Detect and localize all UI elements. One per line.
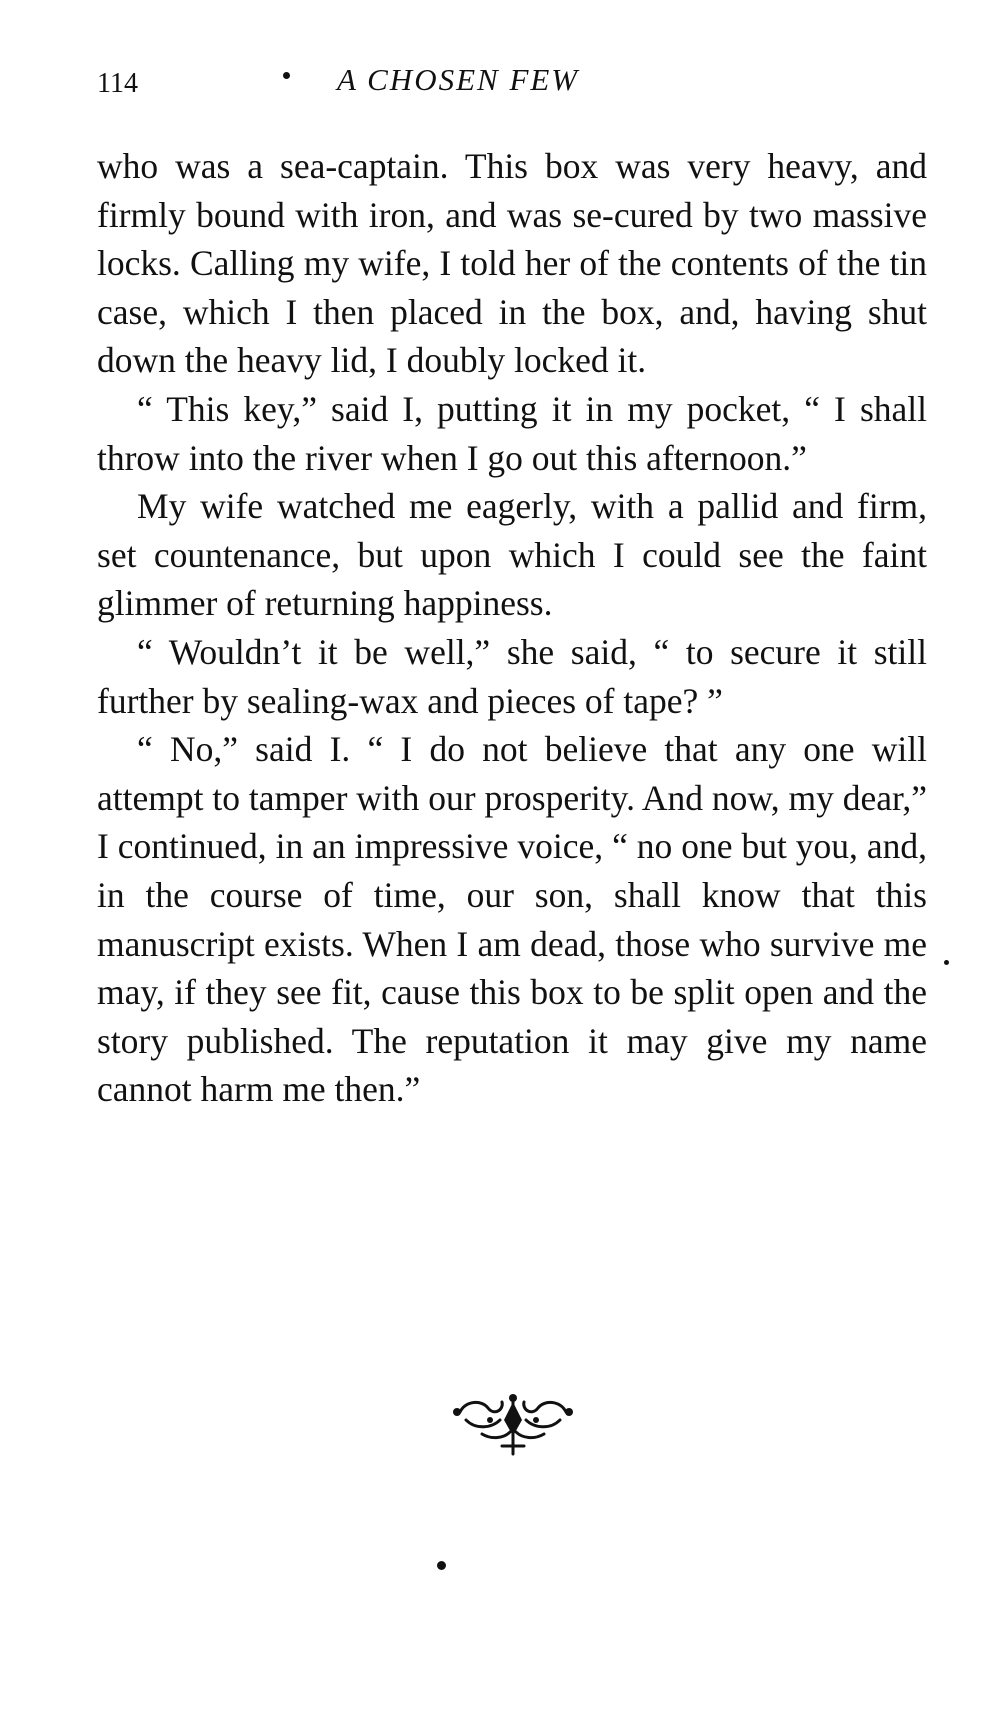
running-title: A CHOSEN FEW bbox=[337, 62, 580, 97]
paragraph: My wife watched me eagerly, with a pallid and firm, set countenance, but upon which I could see the faint glimmer of returning happiness. bbox=[97, 486, 927, 624]
bottom-dot-mark bbox=[437, 1561, 446, 1570]
paragraph: “ No,” said I. “ I do not believe that any one will attempt to tamper with our prosperity. And now, my dear,” I continued, in an impressive voice, “ no one but you, and, in the course of time, our son, shall know that this manuscript exists. When I am dead, those who survive me may, if they see fit, cause this box to be split open and the story published. The reputation it may give my name cannot harm me then.” bbox=[97, 729, 928, 1110]
paragraph: “ This key,” said I, putting it in my pocket, “ I shall throw into the river when I go out this afternoon.” bbox=[97, 388, 927, 478]
body-text bbox=[97, 142, 927, 1114]
fleuron-icon bbox=[452, 1390, 574, 1456]
running-head bbox=[97, 62, 917, 102]
paragraph: “ Wouldn’t it be well,” she said, “ to secure it still further by sealing-wax and pieces of tape? ” bbox=[97, 631, 927, 721]
paragraph: who was a sea-captain. This box was very heavy, and firmly bound with iron, and was se-cured by two massive locks. Calling my wife, I told her of the contents of the tin case, which I then placed in the box, and, having shut down the heavy lid, I doubly locked it. bbox=[97, 146, 927, 381]
page-number: 114 bbox=[97, 68, 138, 99]
header-dot-mark bbox=[283, 72, 290, 79]
stray-ink-mark bbox=[944, 960, 949, 965]
